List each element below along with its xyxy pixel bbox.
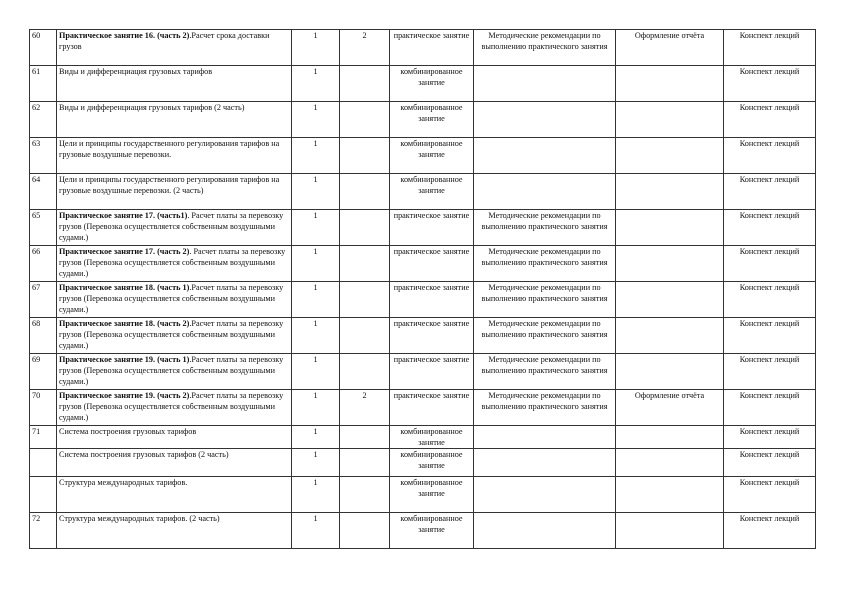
methodical-support-cell: Методические рекомендации по выполнению практического занятия bbox=[474, 210, 616, 246]
table-row bbox=[30, 513, 816, 549]
lesson-topic-bold: Практическое занятие 18. (часть 1) bbox=[59, 283, 190, 292]
lesson-topic-cell bbox=[57, 513, 292, 549]
table-row bbox=[30, 66, 816, 102]
lesson-type-cell: комбинированное занятие bbox=[390, 449, 474, 477]
lesson-topic-bold: Практическое занятие 19. (часть 1) bbox=[59, 355, 190, 364]
lesson-type-cell: практическое занятие bbox=[390, 30, 474, 66]
literature-cell: Конспект лекций bbox=[724, 449, 816, 477]
homework-cell bbox=[616, 354, 724, 390]
lesson-topic-text: Цели и принципы государственного регулирования тарифов на грузовые воздушные перевозки. bbox=[59, 139, 280, 159]
lesson-type-cell: комбинированное занятие bbox=[390, 477, 474, 513]
methodical-support-cell bbox=[474, 66, 616, 102]
literature-cell: Конспект лекций bbox=[724, 477, 816, 513]
self-study-hours-cell bbox=[340, 426, 390, 449]
literature-cell: Конспект лекций bbox=[724, 30, 816, 66]
homework-cell bbox=[616, 210, 724, 246]
lesson-number-cell: 64 bbox=[30, 174, 57, 210]
lesson-topic-bold: Практическое занятие 18. (часть 2) bbox=[59, 319, 190, 328]
table-row bbox=[30, 102, 816, 138]
literature-cell: Конспект лекций bbox=[724, 138, 816, 174]
lesson-topic-cell bbox=[57, 282, 292, 318]
lesson-topic-cell bbox=[57, 102, 292, 138]
lesson-topic-text: .Расчет платы за перевозку грузов (Перевозка осуществляется собственным воздушными судами.) bbox=[59, 355, 284, 386]
homework-cell bbox=[616, 513, 724, 549]
lesson-topic-cell bbox=[57, 426, 292, 449]
lesson-topic-text: Структура международных тарифов. bbox=[59, 478, 188, 487]
lesson-type-cell: практическое занятие bbox=[390, 390, 474, 426]
methodical-support-cell: Методические рекомендации по выполнению практического занятия bbox=[474, 282, 616, 318]
homework-cell bbox=[616, 318, 724, 354]
self-study-hours-cell bbox=[340, 449, 390, 477]
self-study-hours-cell bbox=[340, 513, 390, 549]
methodical-support-cell bbox=[474, 449, 616, 477]
methodical-support-cell bbox=[474, 102, 616, 138]
methodical-support-cell: Методические рекомендации по выполнению практического занятия bbox=[474, 354, 616, 390]
lesson-plan-table bbox=[29, 29, 816, 549]
self-study-hours-cell bbox=[340, 174, 390, 210]
lesson-number-cell: 67 bbox=[30, 282, 57, 318]
lesson-topic-cell bbox=[57, 30, 292, 66]
lesson-number-cell bbox=[30, 449, 57, 477]
homework-cell: Оформление отчёта bbox=[616, 390, 724, 426]
lesson-topic-text: .Расчет платы за перевозку грузов (Перевозка осуществляется собственным воздушными судами.) bbox=[59, 283, 284, 314]
table-row bbox=[30, 426, 816, 449]
lesson-topic-cell bbox=[57, 449, 292, 477]
lesson-type-cell: комбинированное занятие bbox=[390, 426, 474, 449]
lesson-topic-cell bbox=[57, 477, 292, 513]
lesson-number-cell: 70 bbox=[30, 390, 57, 426]
self-study-hours-cell bbox=[340, 354, 390, 390]
self-study-hours-cell bbox=[340, 282, 390, 318]
hours-cell: 1 bbox=[292, 282, 340, 318]
lesson-topic-cell bbox=[57, 210, 292, 246]
lesson-topic-bold: Практическое занятие 17. (часть 2) bbox=[59, 247, 190, 256]
hours-cell: 1 bbox=[292, 513, 340, 549]
methodical-support-cell bbox=[474, 426, 616, 449]
hours-cell: 1 bbox=[292, 30, 340, 66]
lesson-type-cell: практическое занятие bbox=[390, 318, 474, 354]
lesson-type-cell: комбинированное занятие bbox=[390, 513, 474, 549]
methodical-support-cell bbox=[474, 138, 616, 174]
methodical-support-cell bbox=[474, 513, 616, 549]
literature-cell: Конспект лекций bbox=[724, 246, 816, 282]
lesson-number-cell bbox=[30, 477, 57, 513]
hours-cell: 1 bbox=[292, 449, 340, 477]
table-row bbox=[30, 354, 816, 390]
lesson-topic-cell bbox=[57, 174, 292, 210]
lesson-topic-text: Система построения грузовых тарифов bbox=[59, 427, 197, 436]
methodical-support-cell: Методические рекомендации по выполнению практического занятия bbox=[474, 246, 616, 282]
hours-cell: 1 bbox=[292, 477, 340, 513]
hours-cell: 1 bbox=[292, 210, 340, 246]
methodical-support-cell: Методические рекомендации по выполнению практического занятия bbox=[474, 30, 616, 66]
literature-cell: Конспект лекций bbox=[724, 66, 816, 102]
lesson-number-cell: 65 bbox=[30, 210, 57, 246]
self-study-hours-cell bbox=[340, 66, 390, 102]
table-row bbox=[30, 477, 816, 513]
hours-cell: 1 bbox=[292, 354, 340, 390]
lesson-number-cell: 69 bbox=[30, 354, 57, 390]
lesson-topic-text: . Расчет платы за перевозку грузов (Перевозка осуществляется собственным воздушными судами.) bbox=[59, 211, 284, 242]
lesson-type-cell: комбинированное занятие bbox=[390, 102, 474, 138]
lesson-number-cell: 72 bbox=[30, 513, 57, 549]
homework-cell: Оформление отчёта bbox=[616, 30, 724, 66]
self-study-hours-cell bbox=[340, 102, 390, 138]
lesson-number-cell: 60 bbox=[30, 30, 57, 66]
self-study-hours-cell bbox=[340, 246, 390, 282]
lesson-topic-cell bbox=[57, 246, 292, 282]
literature-cell: Конспект лекций bbox=[724, 318, 816, 354]
homework-cell bbox=[616, 174, 724, 210]
literature-cell: Конспект лекций bbox=[724, 102, 816, 138]
lesson-topic-text: .Расчет платы за перевозку грузов (Перевозка осуществляется собственным воздушными судами.) bbox=[59, 391, 284, 422]
hours-cell: 1 bbox=[292, 138, 340, 174]
table-row bbox=[30, 138, 816, 174]
self-study-hours-cell bbox=[340, 210, 390, 246]
lesson-topic-text: Виды и дифференциация грузовых тарифов (2 часть) bbox=[59, 103, 245, 112]
table-row bbox=[30, 174, 816, 210]
methodical-support-cell: Методические рекомендации по выполнению практического занятия bbox=[474, 318, 616, 354]
table-row bbox=[30, 210, 816, 246]
table-body bbox=[30, 30, 816, 549]
homework-cell bbox=[616, 246, 724, 282]
literature-cell: Конспект лекций bbox=[724, 210, 816, 246]
lesson-topic-text: Структура международных тарифов. (2 часть) bbox=[59, 514, 220, 523]
lesson-topic-bold: Практическое занятие 16. (часть 2) bbox=[59, 31, 190, 40]
lesson-type-cell: практическое занятие bbox=[390, 210, 474, 246]
literature-cell: Конспект лекций bbox=[724, 174, 816, 210]
lesson-topic-text: Цели и принципы государственного регулирования тарифов на грузовые воздушные перевозки. (2 часть) bbox=[59, 175, 280, 195]
lesson-topic-text: . Расчет платы за перевозку грузов (Перевозка осуществляется собственным воздушными судами.) bbox=[59, 247, 286, 278]
table-row bbox=[30, 30, 816, 66]
table-row bbox=[30, 246, 816, 282]
lesson-topic-text: .Расчет платы за перевозку грузов (Перевозка осуществляется собственным воздушными судами.) bbox=[59, 319, 284, 350]
methodical-support-cell: Методические рекомендации по выполнению практического занятия bbox=[474, 390, 616, 426]
lesson-type-cell: практическое занятие bbox=[390, 282, 474, 318]
methodical-support-cell bbox=[474, 477, 616, 513]
homework-cell bbox=[616, 102, 724, 138]
lesson-topic-text: .Расчет срока доставки грузов bbox=[59, 31, 270, 51]
hours-cell: 1 bbox=[292, 390, 340, 426]
methodical-support-cell bbox=[474, 174, 616, 210]
homework-cell bbox=[616, 477, 724, 513]
self-study-hours-cell: 2 bbox=[340, 30, 390, 66]
lesson-number-cell: 61 bbox=[30, 66, 57, 102]
table-row bbox=[30, 282, 816, 318]
hours-cell: 1 bbox=[292, 66, 340, 102]
lesson-type-cell: практическое занятие bbox=[390, 354, 474, 390]
lesson-topic-text: Виды и дифференциация грузовых тарифов bbox=[59, 67, 213, 76]
lesson-type-cell: комбинированное занятие bbox=[390, 174, 474, 210]
lesson-number-cell: 66 bbox=[30, 246, 57, 282]
hours-cell: 1 bbox=[292, 246, 340, 282]
self-study-hours-cell: 2 bbox=[340, 390, 390, 426]
literature-cell: Конспект лекций bbox=[724, 513, 816, 549]
lesson-type-cell: практическое занятие bbox=[390, 246, 474, 282]
lesson-topic-cell bbox=[57, 354, 292, 390]
hours-cell: 1 bbox=[292, 426, 340, 449]
lesson-topic-cell bbox=[57, 138, 292, 174]
hours-cell: 1 bbox=[292, 318, 340, 354]
homework-cell bbox=[616, 426, 724, 449]
literature-cell: Конспект лекций bbox=[724, 282, 816, 318]
lesson-number-cell: 63 bbox=[30, 138, 57, 174]
literature-cell: Конспект лекций bbox=[724, 426, 816, 449]
lesson-topic-text: Система построения грузовых тарифов (2 часть) bbox=[59, 450, 229, 459]
lesson-number-cell: 62 bbox=[30, 102, 57, 138]
lesson-topic-cell bbox=[57, 318, 292, 354]
table-row bbox=[30, 390, 816, 426]
lesson-topic-bold: Практическое занятие 19. (часть 2) bbox=[59, 391, 190, 400]
lesson-type-cell: комбинированное занятие bbox=[390, 66, 474, 102]
literature-cell: Конспект лекций bbox=[724, 354, 816, 390]
homework-cell bbox=[616, 66, 724, 102]
lesson-type-cell: комбинированное занятие bbox=[390, 138, 474, 174]
table-row bbox=[30, 449, 816, 477]
lesson-number-cell: 68 bbox=[30, 318, 57, 354]
table-row bbox=[30, 318, 816, 354]
hours-cell: 1 bbox=[292, 102, 340, 138]
literature-cell: Конспект лекций bbox=[724, 390, 816, 426]
lesson-topic-cell bbox=[57, 66, 292, 102]
lesson-topic-bold: Практическое занятие 17. (часть1) bbox=[59, 211, 188, 220]
homework-cell bbox=[616, 449, 724, 477]
lesson-number-cell: 71 bbox=[30, 426, 57, 449]
lesson-topic-cell bbox=[57, 390, 292, 426]
homework-cell bbox=[616, 138, 724, 174]
homework-cell bbox=[616, 282, 724, 318]
self-study-hours-cell bbox=[340, 477, 390, 513]
hours-cell: 1 bbox=[292, 174, 340, 210]
self-study-hours-cell bbox=[340, 138, 390, 174]
self-study-hours-cell bbox=[340, 318, 390, 354]
